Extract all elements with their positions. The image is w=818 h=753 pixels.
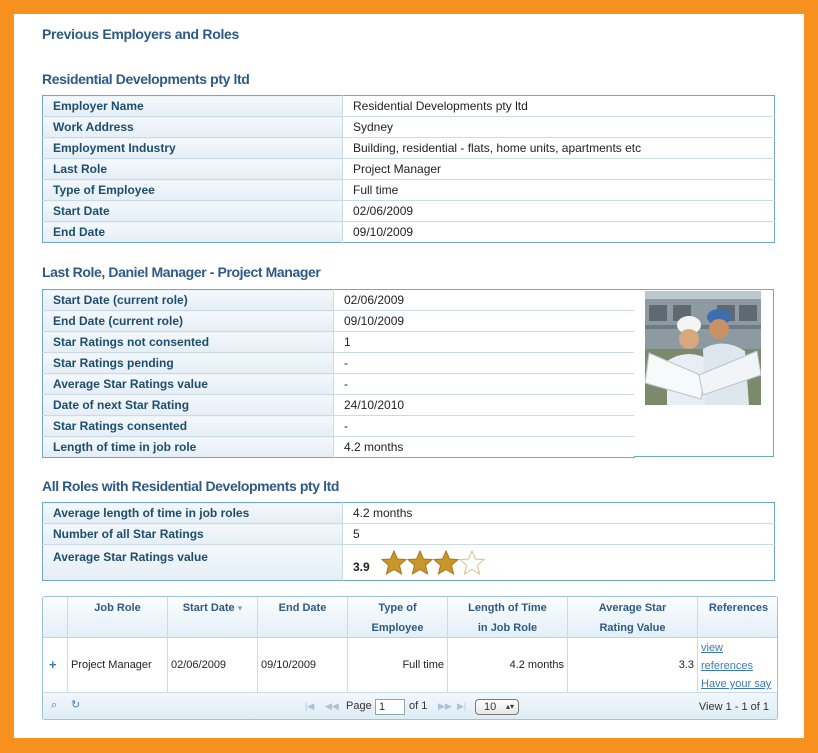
all-roles-row [43, 503, 775, 524]
all-roles-row [43, 524, 775, 545]
grid-header [43, 597, 777, 638]
search-icon[interactable]: ⌕ [51, 699, 58, 711]
employer-row [43, 180, 775, 201]
row-label: Start Date [43, 201, 343, 222]
photo-cell [634, 289, 774, 457]
star-rating [381, 550, 485, 576]
row-value: Full time [343, 180, 775, 201]
expand-cell[interactable] [43, 638, 68, 692]
cell-length: 4.2 months [448, 638, 568, 692]
row-label: Type of Employee [43, 180, 343, 201]
rows-per-page-select[interactable]: 10 ▴▾ [475, 699, 519, 715]
row-label: Star Ratings consented [43, 416, 334, 437]
row-label: Date of next Star Rating [43, 395, 334, 416]
all-roles-row [43, 545, 775, 581]
all-roles-heading: All Roles with Residential Developments pty ltd [42, 478, 340, 494]
header-end-date[interactable]: End Date [258, 597, 348, 637]
row-value: Residential Developments pty ltd [343, 96, 775, 117]
row-value: 09/10/2009 [343, 222, 775, 243]
header-type[interactable]: Type of Employee [348, 597, 448, 637]
row-label: Star Ratings not consented [43, 332, 334, 353]
sort-desc-icon: ▾ [237, 603, 243, 613]
employer-row [43, 96, 775, 117]
employer-row [43, 159, 775, 180]
last-role-row [43, 290, 635, 311]
cell-job-role: Project Manager [68, 638, 168, 692]
cell-start-date: 02/06/2009 [168, 638, 258, 692]
header-rating[interactable]: Average Star Rating Value [568, 597, 698, 637]
grid-pager [43, 693, 777, 720]
cell-end-date: 09/10/2009 [258, 638, 348, 692]
row-label: Average length of time in job roles [43, 503, 343, 524]
employer-table [42, 95, 775, 243]
row-value: Project Manager [343, 159, 775, 180]
row-value: - [334, 374, 635, 395]
view-link[interactable]: view [701, 642, 724, 654]
header-references[interactable]: References [708, 602, 769, 614]
star-filled-icon [381, 550, 407, 576]
row-value: Sydney [343, 117, 775, 138]
roles-grid [42, 596, 778, 720]
row-label: Length of time in job role [43, 437, 334, 458]
employer-heading: Residential Developments pty ltd [42, 71, 250, 87]
employer-row [43, 222, 775, 243]
row-value: 09/10/2009 [334, 311, 635, 332]
last-role-row [43, 353, 635, 374]
page-input[interactable]: 1 [375, 699, 405, 715]
last-role-row [43, 395, 635, 416]
view-count: View 1 - 1 of 1 [698, 701, 769, 713]
row-value: 02/06/2009 [343, 201, 775, 222]
row-label: Average Star Ratings value [43, 545, 343, 581]
row-value: 02/06/2009 [334, 290, 635, 311]
prev-page-icon[interactable]: ◀◀ [325, 701, 339, 711]
row-label: End Date (current role) [43, 311, 334, 332]
cell-rating: 3.3 [568, 638, 698, 692]
row-value: - [334, 416, 635, 437]
references-link[interactable]: references [701, 660, 753, 672]
row-label: Employment Industry [43, 138, 343, 159]
row-value: - [334, 353, 635, 374]
star-filled-icon [433, 550, 459, 576]
row-value: 24/10/2010 [334, 395, 635, 416]
last-role-row [43, 437, 635, 458]
header-start-date[interactable]: Start Date ▾ [168, 597, 258, 637]
header-job-role[interactable]: Job Role [68, 597, 168, 637]
employer-row [43, 138, 775, 159]
last-role-heading: Last Role, Daniel Manager - Project Manager [42, 264, 321, 280]
row-value: 4.2 months [343, 503, 775, 524]
last-page-icon[interactable]: ▶| [457, 701, 467, 711]
last-role-row [43, 416, 635, 437]
rating-value-cell [343, 545, 775, 581]
employer-row [43, 201, 775, 222]
page-count: of 1 [409, 700, 428, 712]
cell-type: Full time [348, 638, 448, 692]
row-label: End Date [43, 222, 343, 243]
star-filled-icon [407, 550, 433, 576]
profile-page [14, 14, 804, 738]
first-page-icon[interactable]: |◀ [305, 701, 315, 711]
row-value: 4.2 months [334, 437, 635, 458]
row-value: 1 [334, 332, 635, 353]
have-your-say-link[interactable]: Have your say [701, 678, 772, 690]
row-value: 5 [343, 524, 775, 545]
refresh-icon[interactable]: ↻ [71, 699, 81, 711]
rating-number: 3.9 [353, 559, 370, 574]
last-role-row [43, 374, 635, 395]
next-page-icon[interactable]: ▶▶ [438, 701, 452, 711]
page-label: Page [346, 700, 372, 712]
header-expand [43, 597, 68, 637]
last-role-row [43, 332, 635, 353]
row-label: Last Role [43, 159, 343, 180]
cell-references [698, 638, 778, 692]
all-roles-table [42, 502, 775, 581]
page-title: Previous Employers and Roles [42, 26, 240, 42]
last-role-row [43, 311, 635, 332]
last-role-table [42, 289, 635, 458]
row-label: Work Address [43, 117, 343, 138]
row-label: Employer Name [43, 96, 343, 117]
stepper-icon: ▴▾ [505, 702, 514, 711]
row-label: Star Ratings pending [43, 353, 334, 374]
row-value: Building, residential - flats, home units, apartments etc [343, 138, 775, 159]
row-label: Start Date (current role) [43, 290, 334, 311]
employer-row [43, 117, 775, 138]
row-label: Average Star Ratings value [43, 374, 334, 395]
expand-icon[interactable]: + [49, 657, 57, 672]
header-length[interactable]: Length of Time in Job Role [448, 597, 568, 637]
engineers-photo [645, 291, 761, 405]
star-empty-icon [459, 550, 485, 576]
row-label: Number of all Star Ratings [43, 524, 343, 545]
table-row [43, 638, 777, 693]
